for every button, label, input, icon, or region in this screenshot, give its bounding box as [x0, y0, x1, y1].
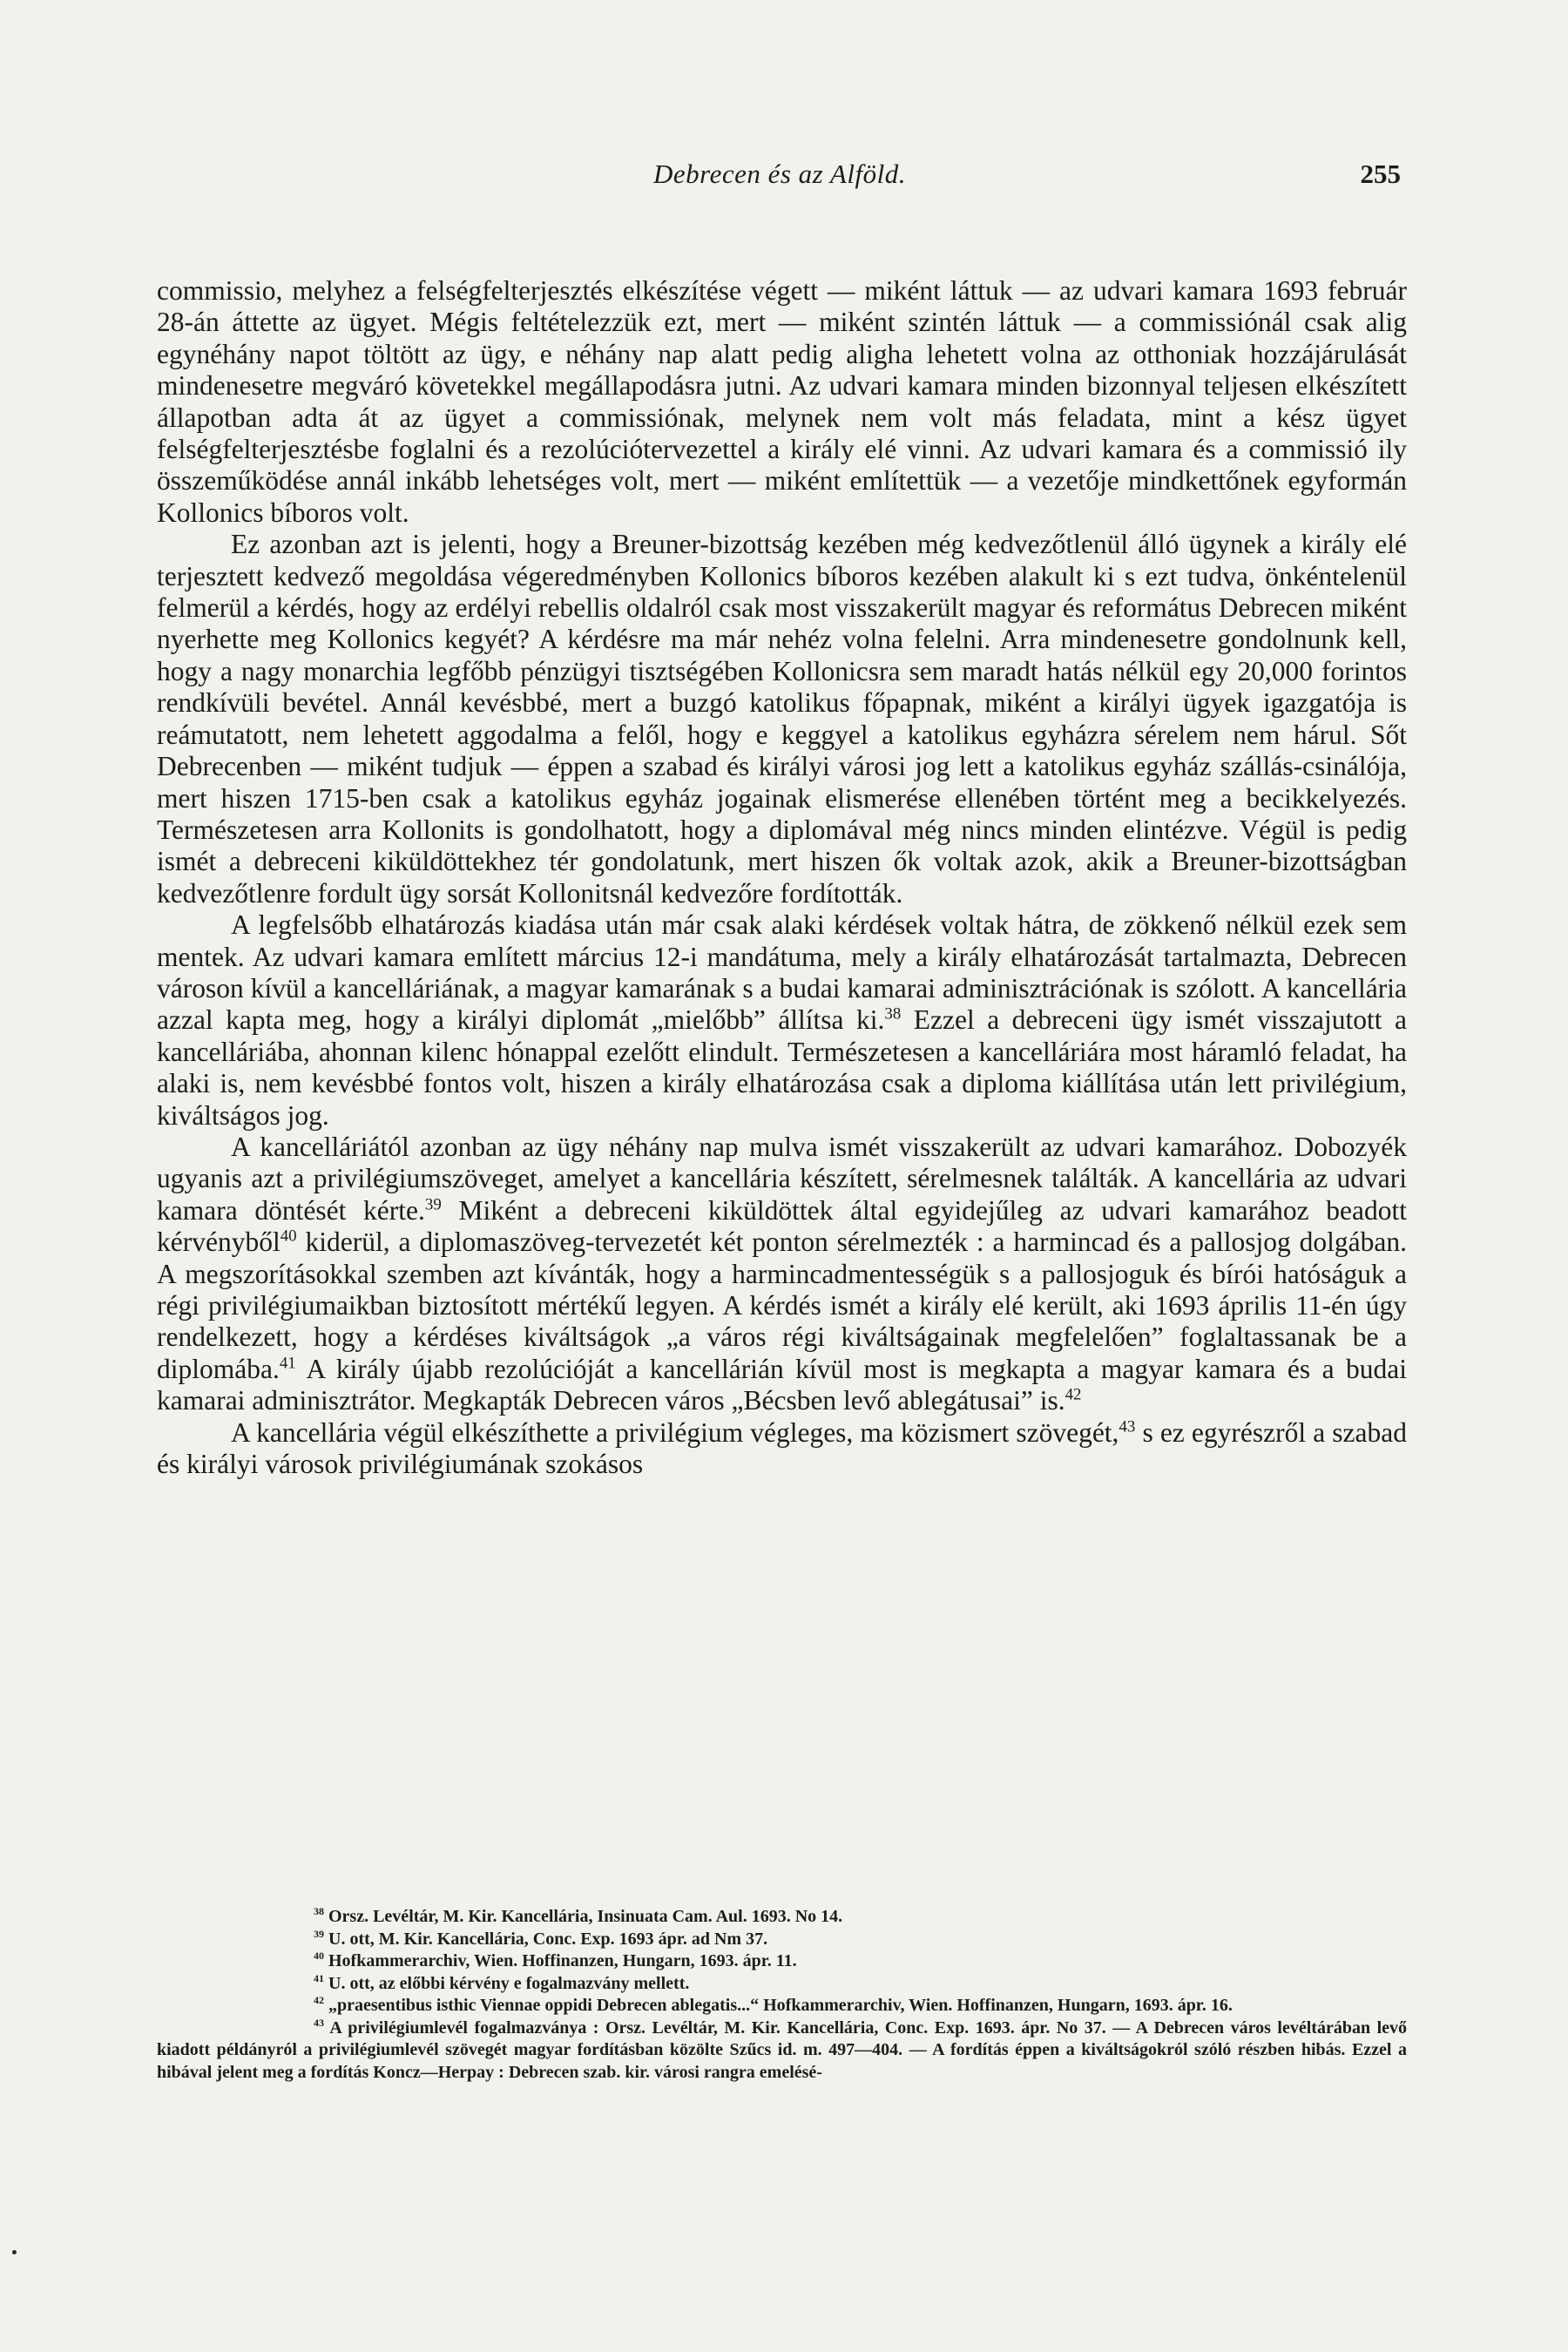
paragraph-text: Ezzel a debreceni ügy ismét visszajutott a kancelláriába, ahonnan kilenc hónappal ezelőtt elindult. Természetesen a kancelláriára most háramló feladat, ha alaki is, nem kevésbbé fontos volt, hiszen a király elhatározása csak a diploma kiállítása után lett privilégium, kiváltságos jog. [157, 1004, 1407, 1131]
footnote-text: U. ott, M. Kir. Kancellária, Conc. Exp. 1693 ápr. ad Nm 37. [328, 1929, 768, 1949]
footnote-ref: 39 [424, 1195, 442, 1214]
footnotes [157, 1906, 1407, 2084]
footnote: $^{41}$ U. ott, az előbbi kérvény e fogalmazvány mellett. [314, 1971, 690, 1993]
paragraph [157, 1417, 1407, 1481]
footnote: $^{43}$ A privilégiumlevél fogalmazványa : Orsz. Levéltár, M. Kir. Kancellária, Conc. Exp. 1693. ápr. No 37. — A Debrecen város levéltárában levő kiadott példányról a privilégiumlevél szövegét magyar fordításban közölte Szűcs id. m. 497—404. — A fordítás éppen a kiváltságokról szóló részben hibás. Ezzel a hibával jelent meg a fordítás Koncz—Herpay : Debrecen szab. kir. városi rangra emelésé- [157, 2016, 1407, 2082]
footnote: $^{38}$ Orsz. Levéltár, M. Kir. Kancellária, Insinuata Cam. Aul. 1693. No 14. [314, 1905, 843, 1926]
footnote-text: Hofkammerarchiv, Wien. Hoffinanzen, Hungarn, 1693. ápr. 11. [328, 1951, 797, 1970]
paragraph-text: Miként a debreceni kiküldöttek által egyidejűleg az udvari kamarához beadott kérvényből [157, 1194, 1407, 1258]
footnote-text: U. ott, az előbbi kérvény e fogalmazvány mellett. [328, 1973, 690, 1993]
footnote: $^{40}$ Hofkammerarchiv, Wien. Hoffinanzen, Hungarn, 1693. ápr. 11. [314, 1950, 797, 1970]
paragraph-text: s ez egyrészről a szabad és királyi városok privilégiumának szokásos [157, 1416, 1407, 1480]
footnote-text: Orsz. Levéltár, M. Kir. Kancellária, Insinuata Cam. Aul. 1693. No 14. [328, 1907, 843, 1926]
paragraph [157, 529, 1407, 909]
paragraph [157, 909, 1407, 1132]
paragraph-text: A király újabb rezolúcióját a kancellárián kívül most is megkapta a magyar kamara és a budai kamarai adminisztrátor. Megkapták Debrecen város „Bécsben levő ablegátusai” is. [157, 1353, 1407, 1416]
paragraph [157, 1132, 1407, 1417]
paragraph [157, 275, 1407, 529]
paragraph-text: A kancellária végül elkészíthette a privilégium végleges, ma közismert szövegét, [231, 1416, 1119, 1448]
paragraph-text: Ez azonban azt is jelenti, hogy a Breuner-bizottság kezében még kedvezőtlenül álló ügynek a király elé terjesztett kedvező megoldása végeredményben Kollonics bíboros kezében alakult ki s ezt tudva, önkéntelenül felmerül a kérdés, hogy az erdélyi rebellis oldalról csak most visszakerült magyar és református Debrecen miként nyerhette meg Kollonics kegyét? A kérdésre ma már nehéz volna felelni. Arra mindenesetre gondolnunk kell, hogy a nagy monarchia legfőbb pénzügyi tisztségében Kollonicsra sem maradt hatás nélkül egy 20,000 forintos rendkívüli bevétel. Annál kevésbbé, mert a buzgó katolikus főpapnak, miként a királyi ügyek igazgatója is reámutatott, nem lehetett aggodalma a felől, hogy e keggyel a katolikus egyházra sérelem nem hárul. Sőt Debrecenben — miként tudjuk — éppen a szabad és királyi városi jog lett a katolikus egyház szállás-csinálója, mert hiszen 1715-ben csak a katolikus egyház jogainak elismerése ellenében történt meg a becikkelyezés. Természetesen arra Kollonits is gondolhatott, hogy a diplomával még nincs minden elintézve. Végül is pedig ismét a debreceni kiküldöttekhez tér gondolatunk, mert hiszen ők voltak azok, akik a Breuner-bizottságban kedvezőtlenre fordult ügy sorsát Kollonitsnál kedvezőre fordították. [157, 529, 1407, 909]
paragraph-text: kiderül, a diplomaszöveg-tervezetét két ponton sérelmezték : a harmincad és a pallosjog dolgában. A megszorításokkal szemben azt kívánták, hogy a harmincadmentességük s a pallosjoguk és bírói hatóságuk a régi privilégiumaikban biztosított mértékű legyen. A kérdés ismét a király elé került, aki 1693 április 11-én úgy rendelkezett, hogy a kérdéses kiváltságok „a város régi kiváltságainak megfelelően” foglaltassanak be a diplomába. [157, 1227, 1407, 1384]
page-number: 255 [1360, 159, 1401, 189]
footnote: $^{39}$ U. ott, M. Kir. Kancellária, Conc. Exp. 1693 ápr. ad Nm 37. [314, 1927, 768, 1949]
footnote-ref: 42 [1064, 1385, 1082, 1404]
footnote-text: A privilégiumlevél fogalmazványa : Orsz. Levéltár, M. Kir. Kancellária, Conc. Exp. 1693. ápr. No 37. — A Debrecen város levéltárában levő kiadott példányról a privilégiumlevél szövegét magyar fordításban közölte Szűcs id. m. 497—404. — A fordítás éppen a kiváltságokról szóló részben hibás. Ezzel a hibával jelent meg a fordítás Koncz—Herpay : Debrecen szab. kir. városi rangra emelésé- [157, 2017, 1407, 2082]
paragraph-text: commissio, melyhez a felségfelterjesztés elkészítése végett — miként láttuk — az udvari kamara 1693 február 28-án áttette az ügyet. Mégis feltételezzük ezt, mert — miként szintén láttuk — a commissiónál csak alig egynéhány napot töltött az ügy, e néhány nap alatt pedig aligha lehetett volna az otthoniak hozzájárulását mindenesetre megváró követekkel megállapodásra jutni. Az udvari kamara minden bizonnyal teljesen elkészített állapotban adta át az ügyet a commissiónak, melynek nem volt más feladata, mint a kész ügyet felségfelterjesztésbe foglalni és a rezolúciótervezettel a király elé vinni. Az udvari kamara és a commissió ily összeműködése annál inkább lehetséges volt, mert — miként említettük — a vezetője mindkettőnek egyformán Kollonics bíboros volt. [157, 275, 1407, 528]
paragraph-text: A kancelláriától azonban az ügy néhány nap mulva ismét visszakerült az udvari kamarához. Dobozyék ugyanis azt a privilégiumszöveget, amelyet a kancellária készített, sérelmesnek találták. A kancellária az udvari kamara döntését kérte. [157, 1131, 1407, 1226]
paragraph-text: A legfelsőbb elhatározás kiadása után már csak alaki kérdések voltak hátra, de zökkenő nélkül ezek sem mentek. Az udvari kamara említett március 12-i mandátuma, mely a király elhatározását tartalmazta, Debrecen városon kívül a kancelláriának, a magyar kamarának s a budai kamarai adminisztrációnak is szólott. A kancellária azzal kapta meg, hogy a királyi diplomát „mielőbb” állítsa ki. [157, 909, 1407, 1036]
footnote-ref: 40 [280, 1227, 297, 1246]
footnote-text: „praesentibus isthic Viennae oppidi Debrecen ablegatis...“ Hofkammerarchiv, Wien. Hoffinanzen, Hungarn, 1693. ápr. 16. [328, 1996, 1233, 2015]
footnote-ref: 38 [884, 1004, 902, 1024]
main-text [157, 275, 1407, 1480]
paper-speck [12, 2250, 17, 2254]
footnote-ref: 41 [279, 1354, 296, 1373]
footnote: $^{42}$ „praesentibus isthic Viennae oppidi Debrecen ablegatis...“ Hofkammerarchiv, Wien. Hoffinanzen, Hungarn, 1693. ápr. 16. [314, 1994, 1233, 2015]
running-title: Debrecen és az Alföld. [653, 159, 906, 189]
page-header [159, 155, 1401, 199]
footnote-ref: 43 [1119, 1417, 1136, 1436]
